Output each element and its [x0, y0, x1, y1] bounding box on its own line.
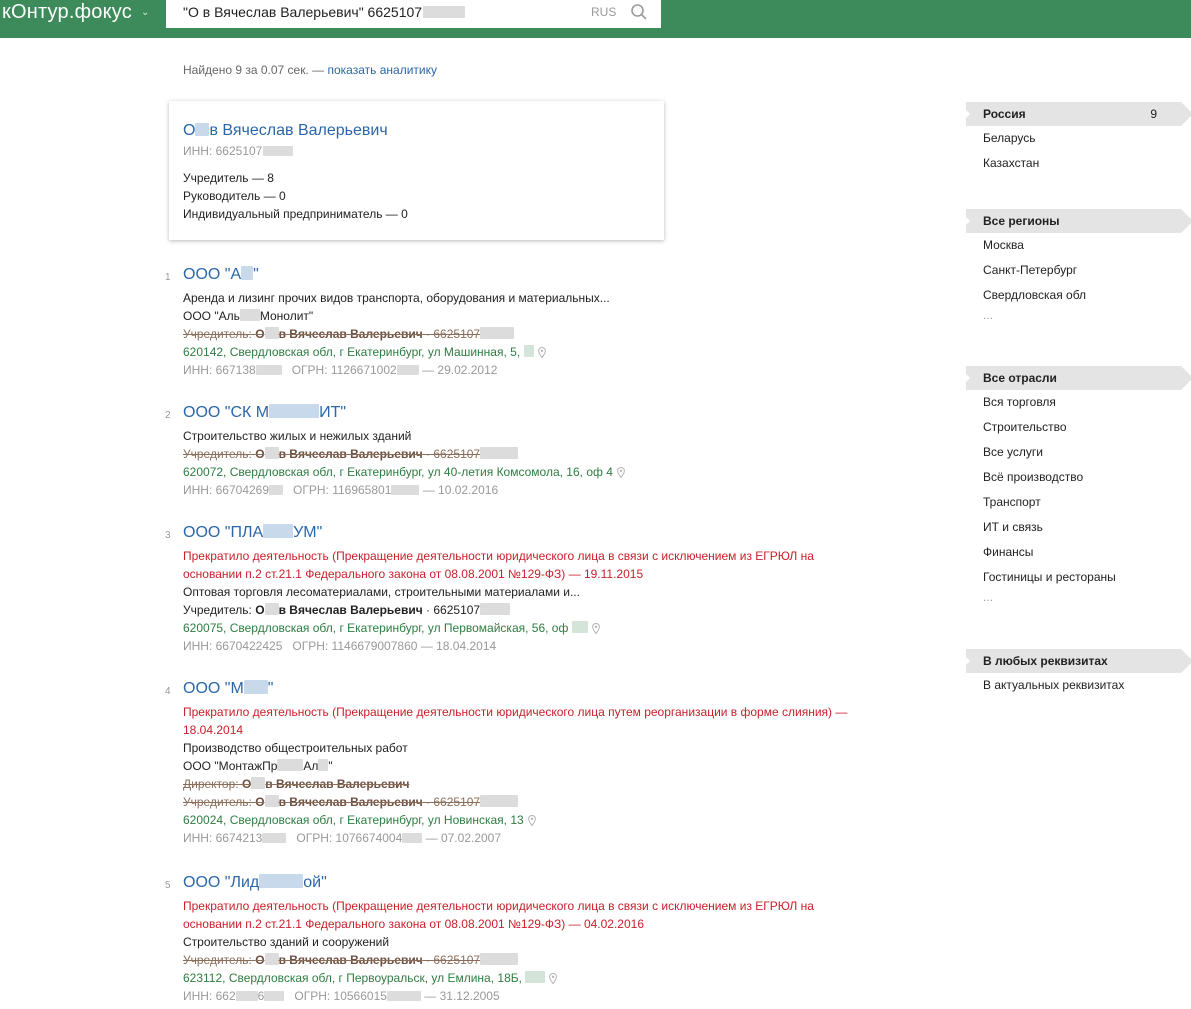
- redacted-text: [263, 524, 293, 538]
- redacted-text: [241, 266, 253, 280]
- company-registry: ИНН: 6670422425 ОГРН: 1146679007860 — 18.04.2014: [183, 639, 497, 653]
- redacted-text: [264, 991, 284, 1001]
- lang-selector[interactable]: RUS: [591, 5, 617, 19]
- status-text: Прекратило деятельность (Прекращение деятельности юридического лица в связи с исключением из ЕГРЮЛ на: [183, 549, 814, 563]
- founder-count[interactable]: Учредитель — 8: [183, 171, 274, 185]
- search-query[interactable]: "О в Вячеслав Валерьевич" 6625107: [183, 4, 465, 20]
- filter-item[interactable]: Свердловская обл: [983, 288, 1087, 302]
- company-address: 623112, Свердловская обл, г Первоуральск, ул Емлина, 18Б,: [183, 971, 557, 987]
- filter-item[interactable]: Строительство: [983, 420, 1067, 434]
- company-activity: Оптовая торговля лесоматериалами, строительными материалами и...: [183, 585, 580, 599]
- filter-requisites: [966, 649, 1181, 698]
- company-address: 620072, Свердловская обл, г Екатеринбург, ул 40-летия Комсомола, 16, оф 4: [183, 465, 625, 481]
- filter-item[interactable]: Казахстан: [983, 156, 1040, 170]
- filter-item[interactable]: Транспорт: [983, 495, 1041, 509]
- redacted-text: [195, 123, 209, 136]
- redacted-text: [262, 833, 286, 843]
- founder-name-link[interactable]: О в Вячеслав Валерьевич: [255, 953, 423, 967]
- filter-item[interactable]: Финансы: [983, 545, 1034, 559]
- filter-item[interactable]: Всё производство: [983, 470, 1084, 484]
- redacted-text: [524, 345, 534, 357]
- redacted-text: [256, 365, 282, 375]
- filter-marker: [966, 217, 970, 225]
- map-pin-icon[interactable]: [592, 623, 600, 637]
- filter-head-russia[interactable]: Россия 9: [966, 102, 1181, 126]
- redacted-text: [318, 759, 328, 771]
- former-founder: Учредитель: О в Вячеслав Валерьевич · 6625107: [183, 327, 514, 341]
- founder-name-link[interactable]: О в Вячеслав Валерьевич: [255, 795, 423, 809]
- former-founder: Учредитель: О в Вячеслав Валерьевич · 6625107: [183, 795, 518, 809]
- redacted-text: [387, 991, 421, 1001]
- founder-name-link[interactable]: О в Вячеслав Валерьевич: [255, 447, 423, 461]
- result-number: 2: [165, 410, 171, 421]
- filter-item[interactable]: Все услуги: [983, 445, 1043, 459]
- company-title-link[interactable]: ООО "М ": [183, 680, 274, 697]
- filter-item[interactable]: ИТ и связь: [983, 520, 1043, 534]
- founder-name-link[interactable]: О в Вячеслав Валерьевич: [255, 327, 423, 341]
- redacted-text: [423, 6, 465, 18]
- results-summary: Найдено 9 за 0.07 сек. — показать аналитику: [183, 63, 437, 77]
- filter-industries: [966, 366, 1181, 610]
- filter-marker: [966, 110, 970, 118]
- logo[interactable]: кOнтур.фокус: [2, 1, 132, 23]
- redacted-text: [480, 327, 514, 339]
- redacted-text: [259, 874, 303, 888]
- redacted-text: [265, 603, 279, 615]
- redacted-text: [480, 953, 518, 965]
- filter-countries: [966, 102, 1181, 176]
- filter-marker: [966, 374, 970, 382]
- filter-more[interactable]: ...: [983, 308, 994, 322]
- result-number: 4: [165, 686, 171, 697]
- redacted-text: [240, 309, 260, 321]
- result-number: 3: [165, 530, 171, 541]
- filter-more[interactable]: ...: [983, 590, 994, 604]
- map-pin-icon[interactable]: [538, 347, 546, 361]
- founder-name-link[interactable]: О в Вячеслав Валерьевич: [255, 603, 423, 617]
- search-icon[interactable]: [630, 3, 648, 26]
- redacted-text: [277, 759, 303, 771]
- company-address: 620075, Свердловская обл, г Екатеринбург, ул Первомайская, 56, оф: [183, 621, 600, 637]
- redacted-text: [265, 953, 279, 965]
- redacted-text: [480, 447, 518, 459]
- redacted-text: [251, 777, 265, 789]
- director-name-link[interactable]: О в Вячеслав Валерьевич: [241, 777, 410, 791]
- redacted-text: [265, 795, 279, 807]
- company-title-link[interactable]: ООО "А ": [183, 266, 259, 283]
- filter-item[interactable]: Вся торговля: [983, 395, 1056, 409]
- status-text: Прекратило деятельность (Прекращение деятельности юридического лица в связи с исключением из ЕГРЮЛ на: [183, 899, 814, 913]
- redacted-text: [269, 485, 283, 495]
- company-address: 620142, Свердловская обл, г Екатеринбург, ул Машинная, 5,: [183, 345, 546, 361]
- company-title-link[interactable]: ООО "ПЛА УМ": [183, 524, 323, 541]
- company-title-link[interactable]: ООО "СК М ИТ": [183, 404, 347, 421]
- entrepreneur-count[interactable]: Индивидуальный предприниматель — 0: [183, 207, 408, 221]
- founder: Учредитель: О в Вячеслав Валерьевич · 6625107: [183, 603, 510, 617]
- redacted-text: [236, 991, 258, 1001]
- company-activity: Производство общестроительных работ: [183, 741, 408, 755]
- person-inn: ИНН: 6625107: [183, 144, 293, 158]
- map-pin-icon[interactable]: [617, 467, 625, 481]
- company-activity: Аренда и лизинг прочих видов транспорта, оборудования и материальных...: [183, 291, 610, 305]
- company-registry: ИНН: 66704269 ОГРН: 116965801 — 10.02.2016: [183, 483, 499, 497]
- redacted-text: [263, 146, 293, 156]
- company-activity: Строительство зданий и сооружений: [183, 935, 390, 949]
- redacted-text: [391, 485, 419, 495]
- result-number: 1: [165, 272, 171, 283]
- filter-item[interactable]: Гостиницы и рестораны: [983, 570, 1116, 584]
- person-card: [169, 101, 664, 240]
- status-text: основании п.2 ст.21.1 Федерального закона от 08.08.2001 №129-ФЗ) — 04.02.2016: [183, 917, 645, 931]
- status-text: Прекратило деятельность (Прекращение деятельности юридического лица путем реорганизации в форме слияния) —: [183, 705, 848, 719]
- filter-item[interactable]: В актуальных реквизитах: [983, 678, 1125, 692]
- redacted-text: [480, 795, 518, 807]
- former-name: ООО "Аль Монолит": [183, 309, 314, 323]
- redacted-text: [525, 971, 545, 983]
- redacted-text: [265, 327, 279, 339]
- filter-marker: [966, 657, 970, 665]
- company-registry: ИНН: 667138 ОГРН: 1126671002 — 29.02.2012: [183, 363, 498, 377]
- company-address: 620024, Свердловская обл, г Екатеринбург, ул Новинская, 13: [183, 813, 536, 829]
- chevron-down-icon[interactable]: ⌄: [141, 7, 150, 18]
- redacted-text: [269, 404, 319, 418]
- filter-regions: [966, 209, 1181, 328]
- former-director: Директор: О в Вячеслав Валерьевич: [183, 777, 410, 791]
- redacted-text: [265, 447, 279, 459]
- search-input[interactable]: [166, 0, 661, 28]
- filter-item[interactable]: Санкт-Петербург: [983, 263, 1078, 277]
- status-text: основании п.2 ст.21.1 Федерального закона от 08.08.2001 №129-ФЗ) — 19.11.2015: [183, 567, 644, 581]
- status-text: 18.04.2014: [183, 723, 244, 737]
- filter-head-regions[interactable]: Все регионы: [966, 209, 1181, 233]
- redacted-text: [480, 603, 510, 615]
- company-title-link[interactable]: ООО "Лид ой": [183, 874, 327, 891]
- former-founder: Учредитель: О в Вячеслав Валерьевич · 6625107: [183, 953, 518, 967]
- company-registry: ИНН: 6674213 ОГРН: 1076674004 — 07.02.2007: [183, 831, 502, 845]
- company-activity: Строительство жилых и нежилых зданий: [183, 429, 412, 443]
- redacted-text: [402, 833, 422, 843]
- director-count[interactable]: Руководитель — 0: [183, 189, 286, 203]
- map-pin-icon[interactable]: [549, 973, 557, 987]
- result-number: 5: [165, 880, 171, 891]
- redacted-text: [397, 365, 419, 375]
- person-name-link[interactable]: О в Вячеслав Валерьевич: [183, 122, 388, 139]
- filter-item[interactable]: Москва: [983, 238, 1024, 252]
- former-name: ООО "МонтажПр Ал ": [183, 759, 333, 773]
- filter-item[interactable]: Беларусь: [983, 131, 1036, 145]
- former-founder: Учредитель: О в Вячеслав Валерьевич · 6625107: [183, 447, 518, 461]
- filter-head-requisites[interactable]: В любых реквизитах: [966, 649, 1181, 673]
- redacted-text: [244, 680, 268, 694]
- top-bar: [0, 0, 1191, 38]
- filter-head-industries[interactable]: Все отрасли: [966, 366, 1181, 390]
- map-pin-icon[interactable]: [528, 815, 536, 829]
- redacted-text: [572, 621, 588, 633]
- filter-count: 9: [1150, 107, 1157, 121]
- company-registry: ИНН: 662 6 ОГРН: 10566015 — 31.12.2005: [183, 989, 500, 1003]
- show-analytics-link[interactable]: показать аналитику: [327, 63, 437, 77]
